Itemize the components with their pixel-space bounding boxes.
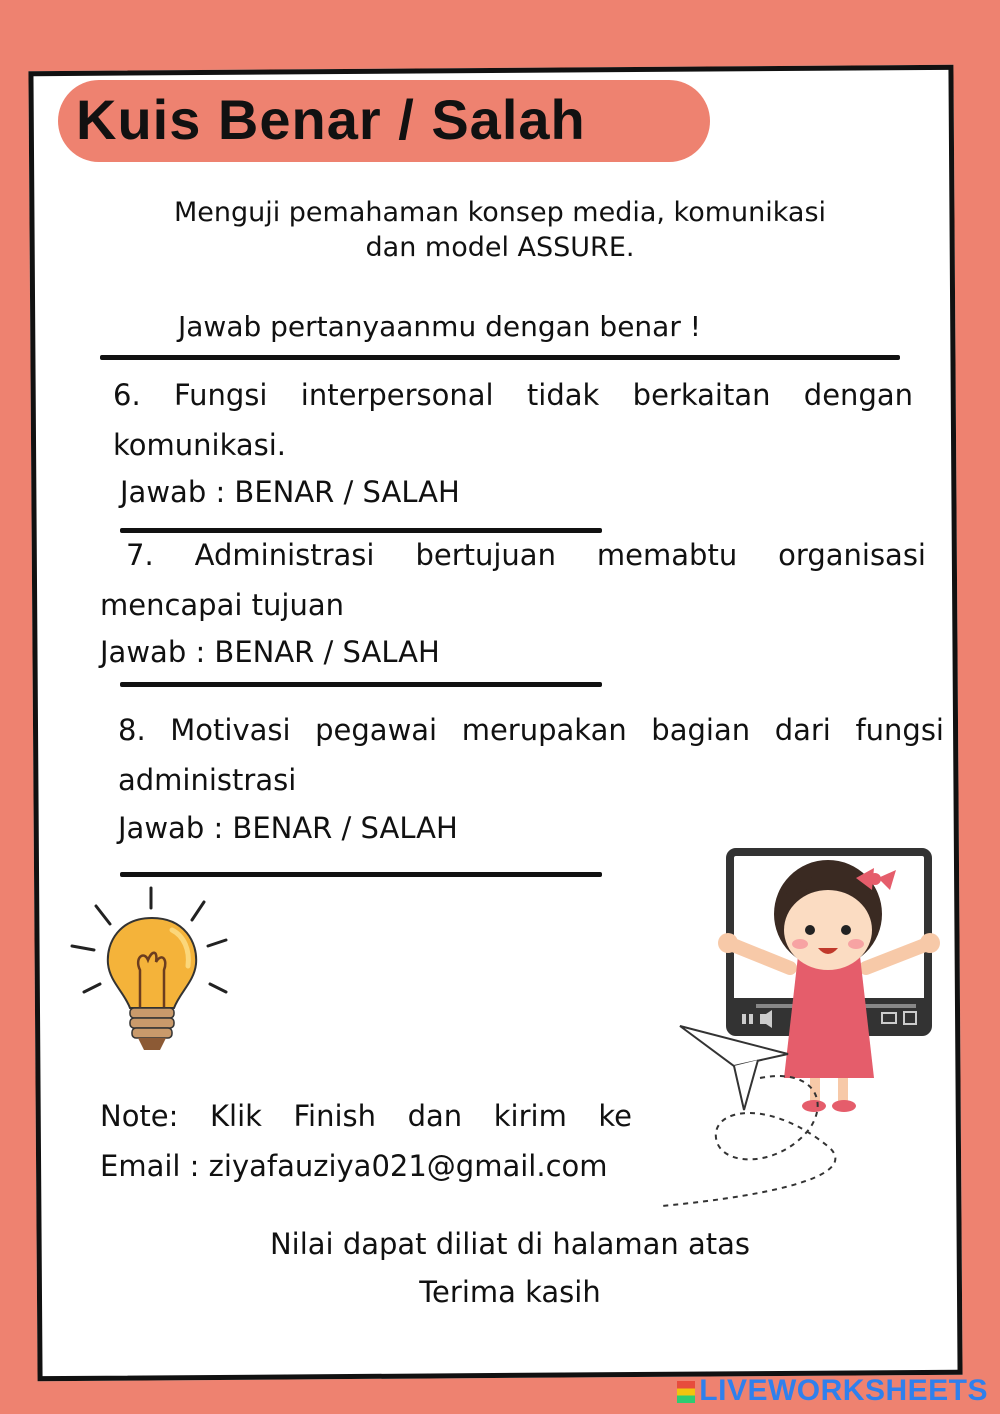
question-7 [100, 530, 926, 630]
intro-line-1: Menguji pemahaman konsep media, komunikasi [173, 197, 827, 228]
question-6 [113, 370, 913, 470]
closing-line-1: Nilai dapat diliat di halaman atas [269, 1227, 751, 1261]
answer-7[interactable]: Jawab : BENAR / SALAH [100, 635, 440, 669]
question-text: 6. Fungsi interpersonal tidak berkaitan dengan komunikasi. [113, 378, 913, 462]
instruction-text: Jawab pertanyaanmu dengan benar ! [178, 310, 701, 343]
page-title: Kuis Benar / Salah [76, 88, 586, 151]
question-text: 7. Administrasi bertujuan memabtu organisasi mencapai tujuan [100, 538, 926, 622]
logo-blocks-icon [677, 1381, 695, 1403]
closing-line-2: Terima kasih [419, 1275, 601, 1309]
answer-6[interactable]: Jawab : BENAR / SALAH [120, 475, 460, 509]
answer-8[interactable]: Jawab : BENAR / SALAH [118, 811, 458, 845]
answer-line [120, 872, 602, 877]
divider [100, 355, 900, 360]
answer-line [120, 682, 602, 687]
intro-line-2: dan model ASSURE. [365, 232, 635, 263]
note-line-1: Note: Klik Finish dan kirim ke [100, 1099, 632, 1133]
girl-video-illustration [660, 848, 950, 1218]
lightbulb-icon [68, 880, 238, 1070]
liveworksheets-logo [677, 1374, 988, 1408]
question-text: 8. Motivasi pegawai merupakan bagian dari fungsi administrasi [118, 713, 944, 797]
note-email[interactable]: Email : ziyafauziya021@gmail.com [100, 1149, 608, 1183]
logo-text: LIVEWORKSHEETS [699, 1374, 988, 1407]
question-8 [118, 705, 944, 805]
